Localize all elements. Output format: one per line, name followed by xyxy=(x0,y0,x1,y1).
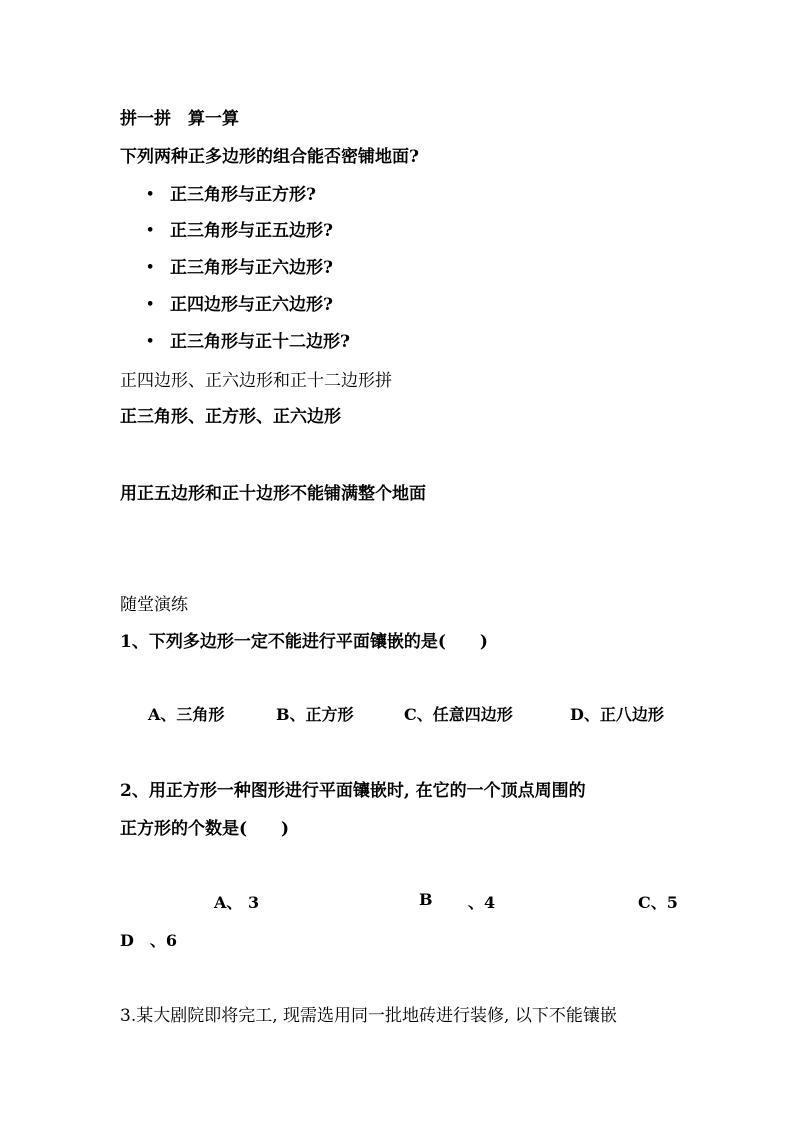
list-item xyxy=(146,290,333,315)
q2-text-line-2: 正方形的个数是( ) xyxy=(120,819,290,839)
list-item xyxy=(146,180,316,205)
bullet-icon: • xyxy=(146,334,155,349)
practice-title: 随堂演练 xyxy=(120,595,188,615)
q3-text: 3.某大剧院即将完工, 现需选用同一批地砖进行装修, 以下不能镶嵌 xyxy=(120,1006,617,1026)
q2-option-a: A、 3 xyxy=(214,893,260,912)
q1-option-d: D、正八边形 xyxy=(570,705,664,724)
list-item xyxy=(146,253,333,278)
list-item-label: 正三角形与正十二边形? xyxy=(170,332,350,352)
q1-option-b: B、正方形 xyxy=(276,705,354,724)
q2-text-line-1: 2、用正方形一种图形进行平面镶嵌时, 在它的一个顶点周围的 xyxy=(120,781,586,801)
section-title: 拼一拼 算一算 xyxy=(120,109,239,129)
list-item-label: 正四边形与正六边形? xyxy=(170,295,333,315)
q2-option-b: B xyxy=(419,890,433,909)
bullet-icon: • xyxy=(146,223,155,238)
list-item-label: 正三角形与正方形? xyxy=(170,185,316,205)
answer-line-2: 正三角形、正方形、正六边形 xyxy=(120,407,341,427)
list-item xyxy=(146,327,350,352)
q1-option-a: A、三角形 xyxy=(148,705,225,724)
q2-option-b-value: 、4 xyxy=(468,893,496,912)
list-item xyxy=(146,216,333,241)
q1-option-c: C、任意四边形 xyxy=(404,705,513,724)
q1-text: 1、下列多边形一定不能进行平面镶嵌的是( ) xyxy=(120,632,488,652)
bullet-icon: • xyxy=(146,260,155,275)
answer-line-1: 正四边形、正六边形和正十二边形拼 xyxy=(120,371,392,391)
q2-option-d: D 、6 xyxy=(120,931,178,950)
q2-option-c: C、5 xyxy=(638,893,678,912)
answer-line-3: 用正五边形和正十边形不能铺满整个地面 xyxy=(120,484,426,504)
list-item-label: 正三角形与正五边形? xyxy=(170,221,333,241)
question-text: 下列两种正多边形的组合能否密铺地面? xyxy=(120,147,419,167)
bullet-icon: • xyxy=(146,297,155,312)
list-item-label: 正三角形与正六边形? xyxy=(170,258,333,278)
bullet-icon: • xyxy=(146,187,155,202)
